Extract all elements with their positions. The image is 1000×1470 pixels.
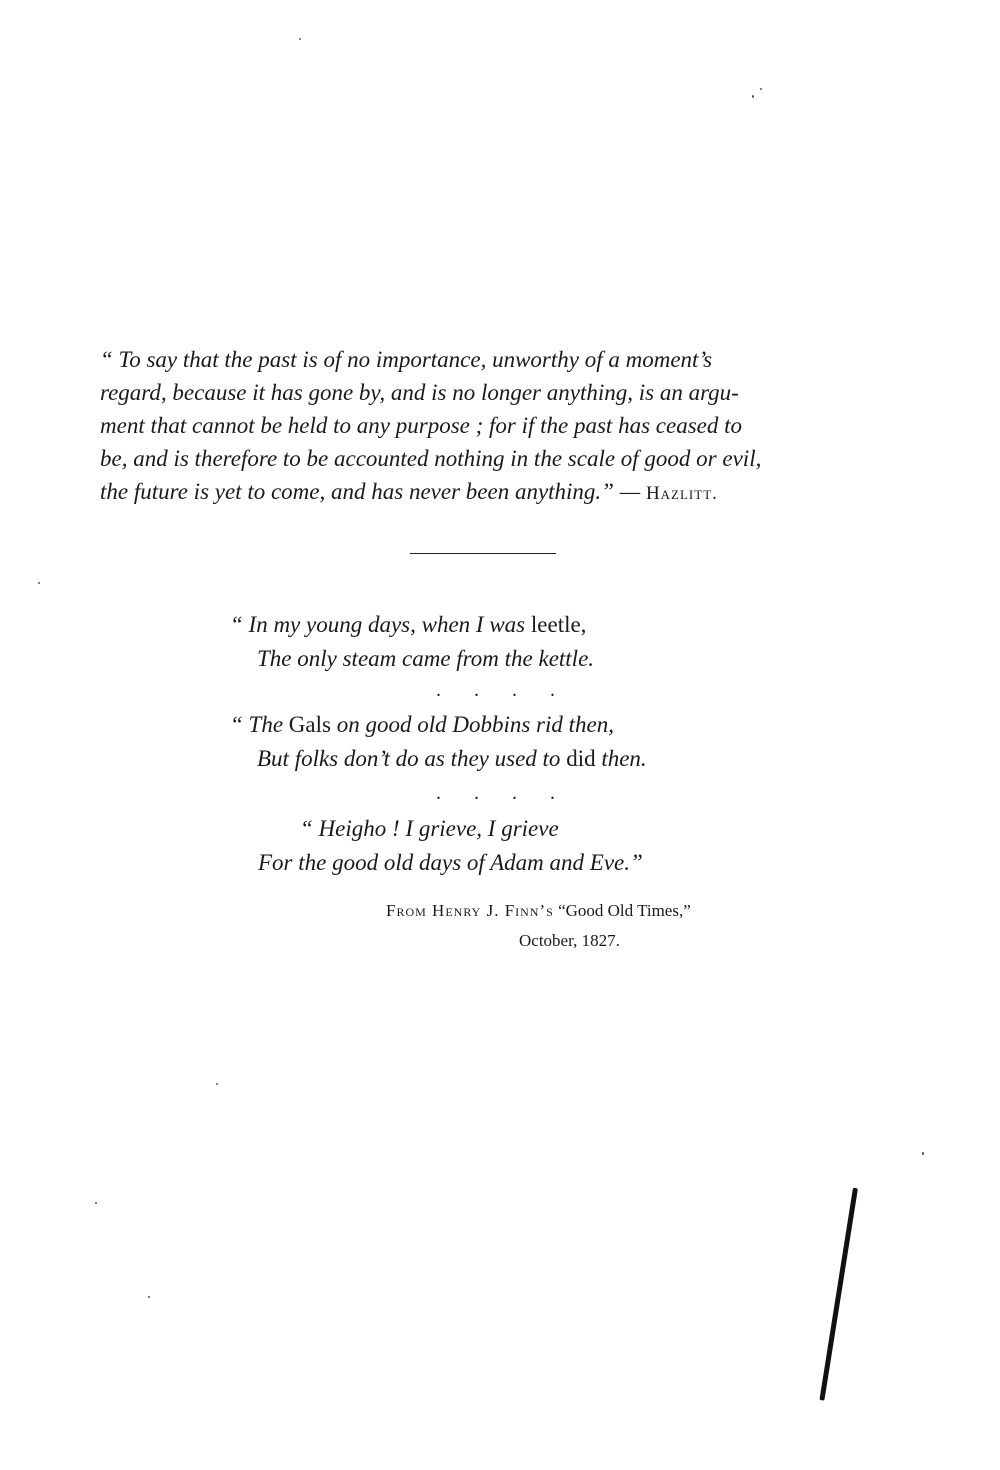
scan-speck bbox=[95, 1202, 97, 1204]
stanza-2-line-2-a: But folks don’t do as they used to bbox=[257, 746, 567, 771]
stanza-2-line-1-b: Gals bbox=[288, 712, 331, 737]
verse-ellipsis-2: . . . . bbox=[436, 782, 569, 804]
epigraph-line-1: “ To say that the past is of no importance, unworthy of a moment’s bbox=[100, 347, 713, 372]
section-divider-rule bbox=[410, 553, 556, 554]
attribution-from: From bbox=[386, 901, 433, 920]
verse-stanza-1 bbox=[230, 608, 594, 676]
scan-ink-stroke bbox=[819, 1188, 858, 1401]
epigraph-line-5 bbox=[100, 475, 860, 510]
scan-speck bbox=[299, 38, 301, 40]
attribution-title: “Good Old Times,” bbox=[553, 901, 691, 920]
verse-attribution bbox=[386, 896, 691, 956]
epigraph-line-4: be, and is therefore to be accounted nothing in the scale of good or evil, bbox=[100, 446, 762, 471]
stanza-1-line-2: The only steam came from the kettle. bbox=[257, 646, 595, 671]
scan-speck bbox=[922, 1152, 924, 1155]
stanza-1-line-1 bbox=[230, 608, 594, 642]
stanza-2-line-1 bbox=[230, 708, 647, 742]
epigraph-last-line: the future is yet to come, and has never been anything.” — bbox=[100, 479, 646, 504]
scan-speck bbox=[752, 95, 754, 98]
verse-stanza-2 bbox=[230, 708, 647, 776]
stanza-2-line-2-b: did bbox=[566, 746, 596, 771]
stanza-3-line-1: “ Heigho ! I grieve, I grieve bbox=[300, 816, 559, 841]
hazlitt-epigraph bbox=[100, 343, 860, 510]
epigraph-line-3: ment that cannot be held to any purpose ; for if the past has ceased to bbox=[100, 413, 742, 438]
epigraph-line-2: regard, because it has gone by, and is no longer anything, is an argu- bbox=[100, 380, 739, 405]
stanza-3-line-2: For the good old days of Adam and Eve.” bbox=[258, 850, 643, 875]
verse-stanza-3 bbox=[258, 812, 643, 880]
scan-speck bbox=[760, 88, 762, 90]
stanza-2-line-2-c: then. bbox=[595, 746, 647, 771]
epigraph-author: Hazlitt. bbox=[645, 483, 718, 504]
stanza-2-line-1-c: on good old Dobbins rid then, bbox=[330, 712, 614, 737]
verse-ellipsis-1: . . . . bbox=[436, 679, 569, 701]
stanza-2-line-1-a: “ The bbox=[230, 712, 289, 737]
stanza-2-line-2 bbox=[230, 742, 647, 776]
scan-speck bbox=[38, 582, 40, 584]
stanza-1-line-1-roman: leetle, bbox=[530, 612, 587, 637]
attribution-name: Henry J. Finn’s bbox=[432, 901, 554, 920]
scan-speck bbox=[148, 1296, 150, 1298]
scan-speck bbox=[216, 1083, 218, 1085]
stanza-1-line-1-italic: “ In my young days, when I was bbox=[230, 612, 531, 637]
attribution-date: October, 1827. bbox=[519, 931, 620, 950]
